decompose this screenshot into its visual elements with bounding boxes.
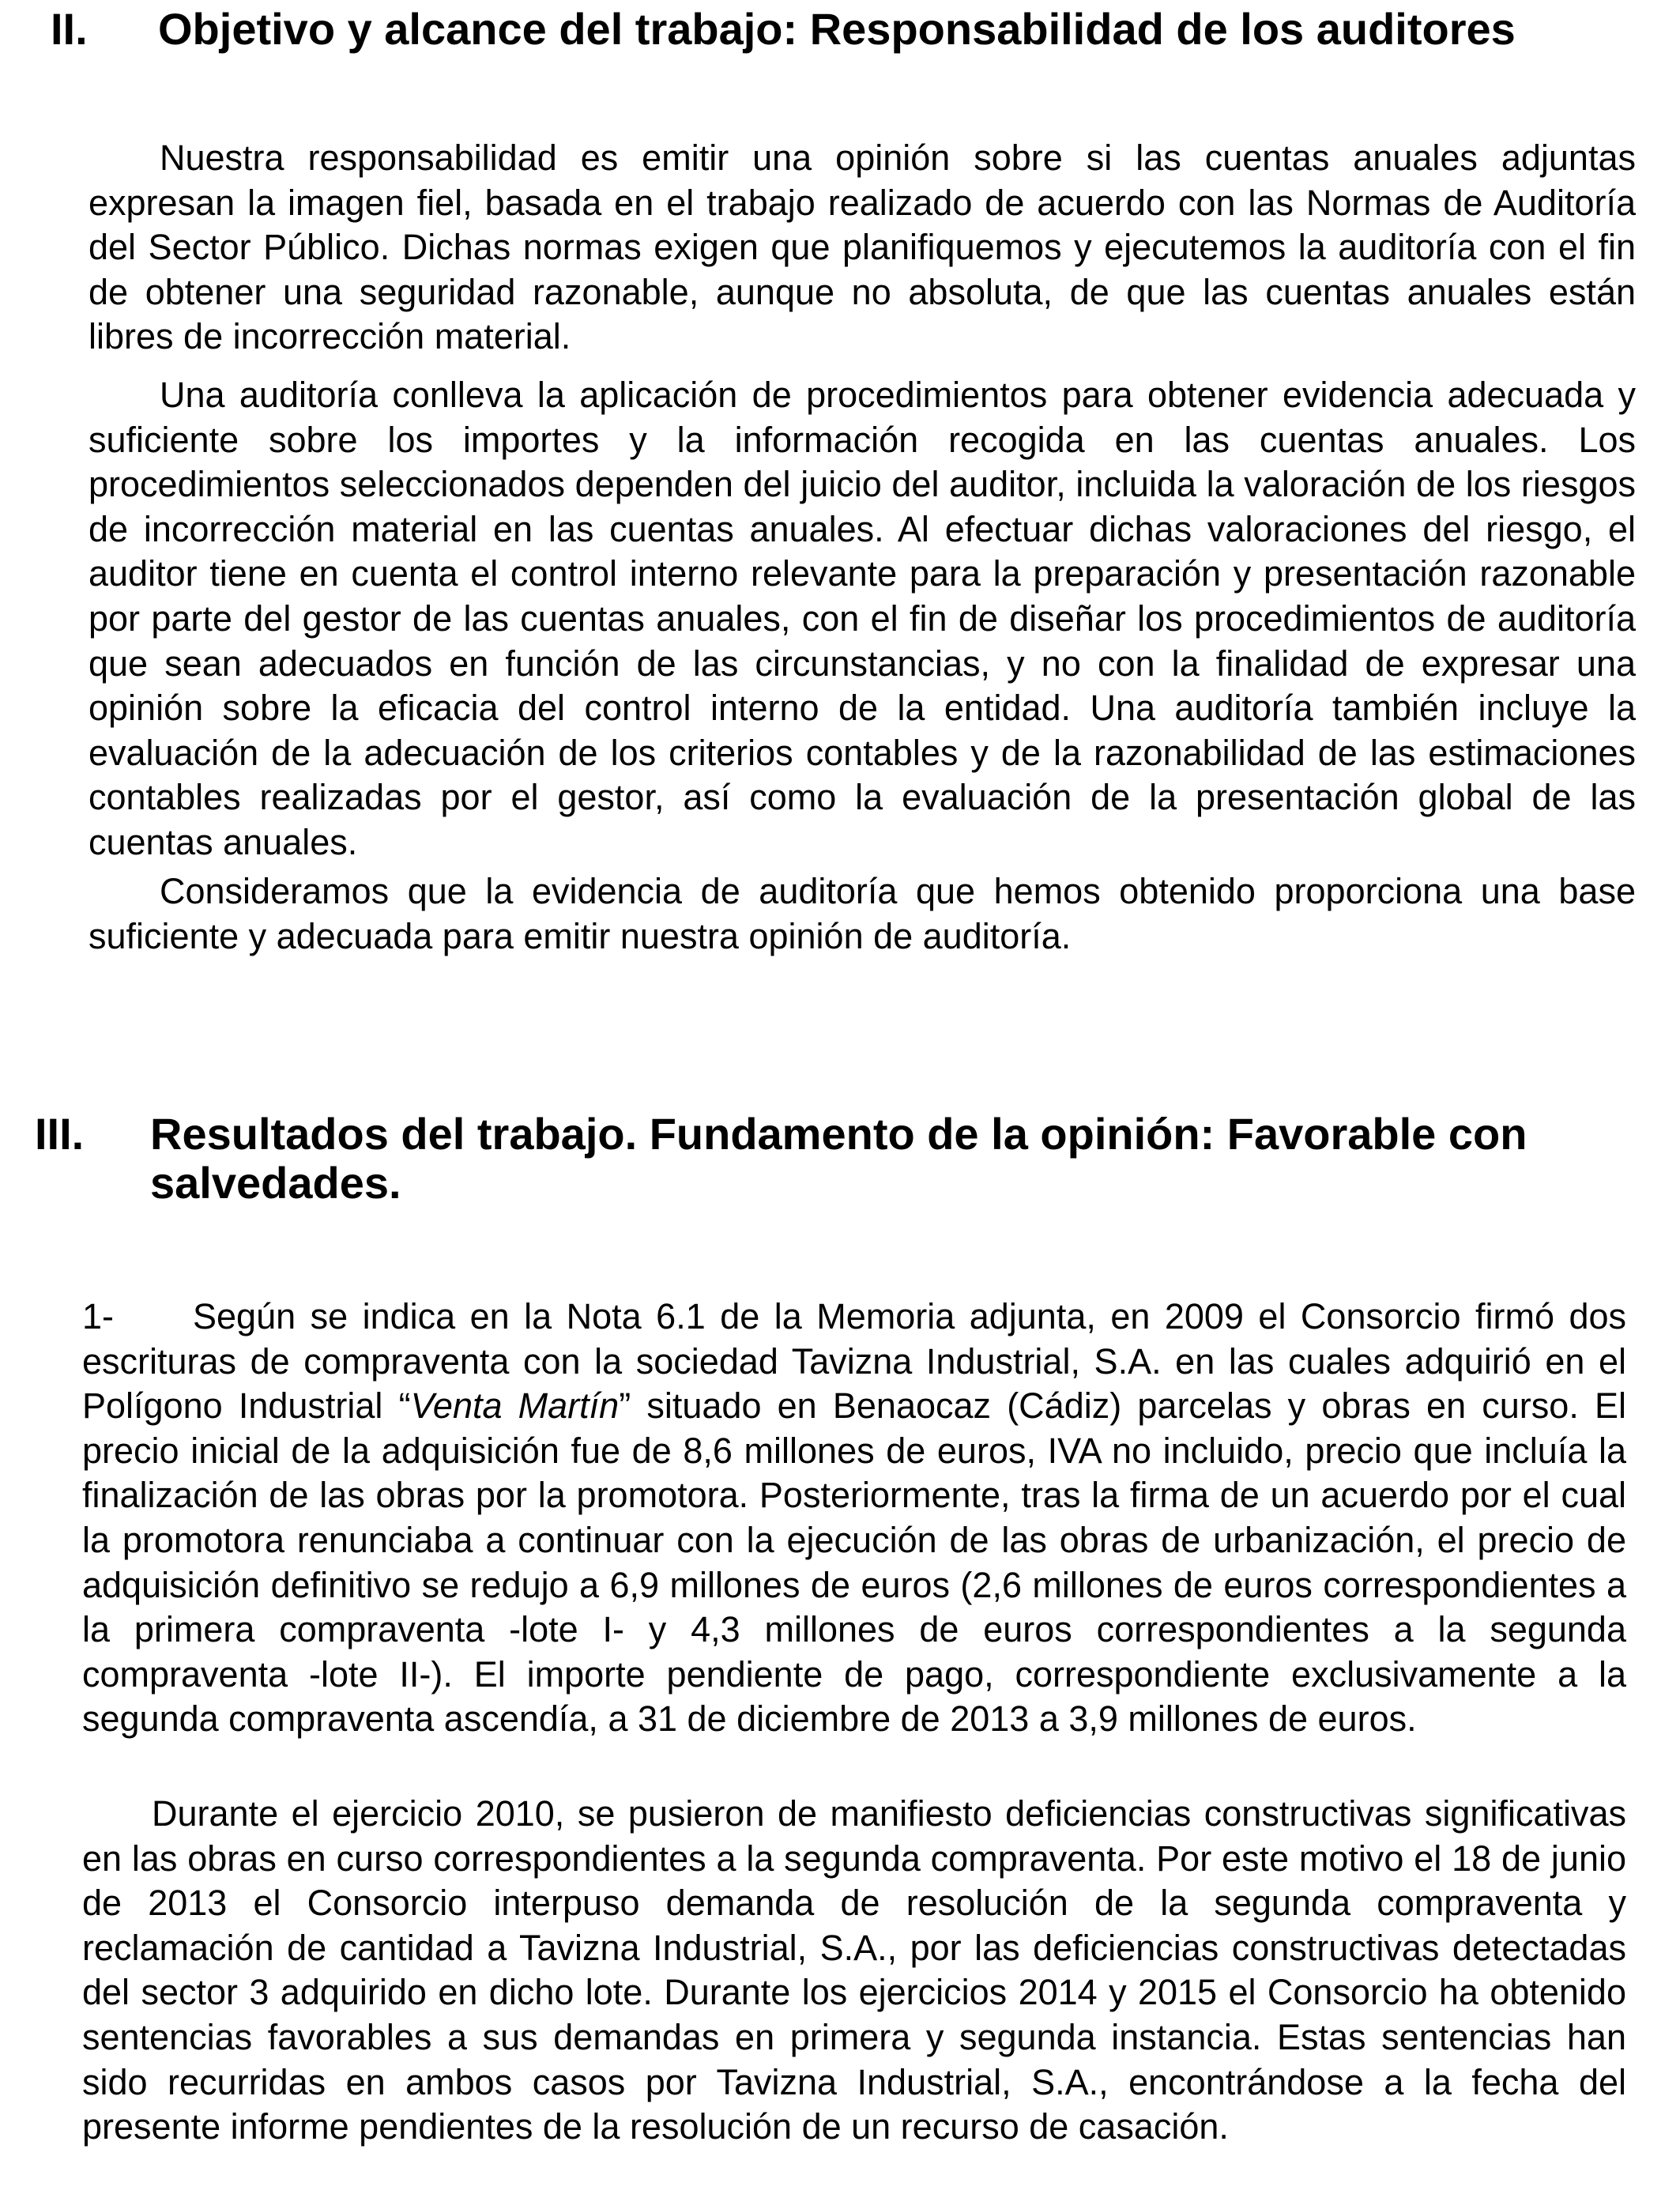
section-3-number: III. (35, 1109, 85, 1159)
item-1-italic-term: Venta Martín (410, 1385, 620, 1427)
section-3-paragraph-2: Durante el ejercicio 2010, se pusieron de manifiesto deficiencias constructivas significativas en las obras en curso correspondientes a la segunda compraventa. Por este motivo el 18 de junio de 2013 el Consorcio interpuso demanda de resolución de la segunda compraventa y reclamación de cantidad a Tavizna Industrial, S.A., por las deficiencias constructivas detectadas del sector 3 adquirido en dicho lote. Durante los ejercicios 2014 y 2015 el Consorcio ha obtenido sentencias favorables a sus demandas en primera y segunda instancia. Estas sentencias han sido recurridas en ambos casos por Tavizna Industrial, S.A., encontrándose a la fecha del presente informe pendientes de la resolución de un recurso de casación. (82, 1793, 1626, 2147)
section-2-heading (51, 5, 1631, 54)
item-1-marker: 1- (82, 1296, 115, 1336)
section-3-heading (35, 1110, 1615, 1212)
section-2-paragraph-3: Consideramos que la evidencia de auditoría que hemos obtenido proporciona una base suficiente y adecuada para emitir nuestra opinión de auditoría. (89, 871, 1636, 956)
section-3-item-1: 1- Según se indica en la Nota 6.1 de la Memoria adjunta, en 2009 el Consorcio firmó dos escrituras de compraventa con la sociedad Tavizna Industrial, S.A. en las cuales adquirió en el Polígono Industrial “Venta Martín” situado en Benaocaz (Cádiz) parcelas y obras en curso. El precio inicial de la adquisición fue de 8,6 millones de euros, IVA no incluido, precio que incluía la finalización de las obras por la promotora. Posteriormente, tras la firma de un acuerdo por el cual la promotora renunciaba a continuar con la ejecución de las obras de urbanización, el precio de adquisición definitivo se redujo a 6,9 millones de euros (2,6 millones de euros correspondientes a la primera compraventa -lote I- y 4,3 millones de euros correspondientes a la segunda compraventa -lote II-). El importe pendiente de pago, correspondiente exclusivamente a la segunda compraventa ascendía, a 31 de diciembre de 2013 a 3,9 millones de euros. (82, 1296, 1627, 1740)
section-2-title: Objetivo y alcance del trabajo: Responsabilidad de los auditores (158, 4, 1516, 54)
section-3-title: Resultados del trabajo. Fundamento de la opinión: Favorable con salvedades. (150, 1109, 1527, 1208)
section-2-paragraph-2: Una auditoría conlleva la aplicación de procedimientos para obtener evidencia adecuada y suficiente sobre los importes y la información recogida en las cuentas anuales. Los procedimientos seleccionados dependen del juicio del auditor, incluida la valoración de los riesgos de incorrección material en las cuentas anuales. Al efectuar dichas valoraciones del riesgo, el auditor tiene en cuenta el control interno relevante para la preparación y presentación razonable por parte del gestor de las cuentas anuales, con el fin de diseñar los procedimientos de auditoría que sean adecuados en función de las circunstancias, y no con la finalidad de expresar una opinión sobre la eficacia del control interno de la entidad. Una auditoría también incluye la evaluación de la adecuación de los criterios contables y de la razonabilidad de las estimaciones contables realizadas por el gestor, así como la evaluación de la presentación global de las cuentas anuales. (89, 375, 1636, 862)
section-2-paragraph-1: Nuestra responsabilidad es emitir una opinión sobre si las cuentas anuales adjuntas expresan la imagen fiel, basada en el trabajo realizado de acuerdo con las Normas de Auditoría del Sector Público. Dichas normas exigen que planifiquemos y ejecutemos la auditoría con el fin de obtener una seguridad razonable, aunque no absoluta, de que las cuentas anuales están libres de incorrección material. (89, 138, 1636, 357)
section-2-number: II. (51, 4, 88, 54)
